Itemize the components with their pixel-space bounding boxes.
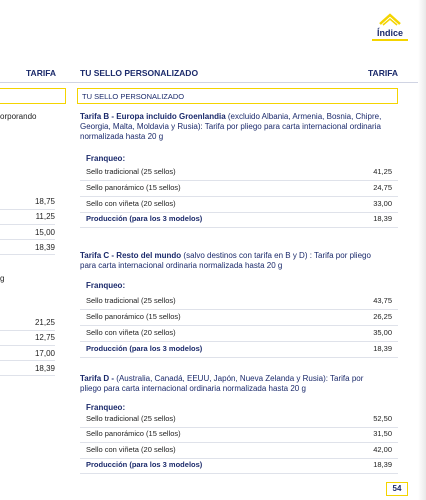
row-value: 18,39 (373, 344, 392, 353)
row-label: Producción (para los 3 modelos) (86, 460, 203, 469)
tariff-d-description (80, 374, 386, 394)
row-label: Sello tradicional (25 sellos) (86, 296, 176, 305)
tariff-c-text: (salvo destinos con tarifa en B y D) : Tarifa por pliego para carta internacional ordinaria normalizada hasta 20 g (80, 251, 371, 270)
row-label: Sello con viñeta (20 sellos) (86, 199, 176, 208)
section-header: TU SELLO PERSONALIZADO (80, 68, 199, 78)
left-value: 18,75 (34, 197, 55, 206)
page-edge-shadow (418, 0, 426, 500)
header-divider (0, 82, 418, 83)
table-row (80, 309, 398, 326)
table-row (80, 457, 398, 474)
left-value: 17,00 (34, 349, 55, 358)
page-number: 54 (386, 482, 408, 496)
left-tariff-header: TARIFA (26, 68, 57, 78)
row-label: Sello tradicional (25 sellos) (86, 167, 176, 176)
row-value: 18,39 (373, 460, 392, 469)
tariff-d-text: (Australia, Canadá, EEUU, Japón, Nueva Zelanda y Rusia): Tarifa por pliego para carta internacional ordinaria normalizada hasta 20 g (80, 374, 364, 393)
left-value: 18,39 (34, 364, 55, 373)
section-title-box: TU SELLO PERSONALIZADO (77, 88, 398, 104)
left-section-box (0, 88, 66, 104)
table-row (80, 325, 398, 342)
row-value: 42,00 (373, 445, 392, 454)
left-truncated-text: g (0, 274, 5, 283)
row-label: Sello panorámico (15 sellos) (86, 183, 181, 192)
tariff-d-franqueo: Franqueo: (86, 403, 126, 412)
left-truncated-text: orporando (0, 112, 37, 121)
row-label: Sello panorámico (15 sellos) (86, 429, 181, 438)
tariff-c-franqueo: Franqueo: (86, 281, 126, 290)
index-label: Índice (372, 28, 408, 41)
tariff-c-title: Tarifa C - Resto del mundo (80, 251, 182, 260)
left-value: 21,25 (34, 318, 55, 327)
right-tariff-header: TARIFA (368, 68, 399, 78)
row-value: 41,25 (373, 167, 392, 176)
table-row (80, 164, 398, 181)
left-value: 15,00 (34, 228, 55, 237)
tariff-b-title: Tarifa B - Europa incluido Groenlandia (80, 112, 226, 121)
table-row (80, 426, 398, 443)
tariff-b-text: (excluido Albania, Armenia, Bosnia, Chipre, Georgia, Malta, Moldavia y Rusia): Tarifa por pliego para carta internacional ordinaria normalizada hasta 20 g (80, 112, 382, 141)
row-value: 35,00 (373, 328, 392, 337)
table-row (80, 211, 398, 228)
tariff-b-description (80, 112, 386, 142)
row-label: Sello con viñeta (20 sellos) (86, 328, 176, 337)
row-value: 31,50 (373, 429, 392, 438)
row-value: 24,75 (373, 183, 392, 192)
left-value: 12,75 (34, 333, 55, 342)
left-value: 11,25 (35, 212, 55, 221)
row-value: 33,00 (373, 199, 392, 208)
tariff-d-title: Tarifa D - (80, 374, 115, 383)
row-value: 52,50 (373, 414, 392, 423)
tariff-b-franqueo: Franqueo: (86, 154, 126, 163)
chevron-up-icon (377, 12, 403, 26)
left-value: 18,39 (34, 243, 55, 252)
table-row (80, 180, 398, 197)
index-link[interactable] (372, 12, 408, 41)
tariff-c-description (80, 251, 386, 271)
row-label: Sello panorámico (15 sellos) (86, 312, 181, 321)
row-label: Producción (para los 3 modelos) (86, 344, 203, 353)
row-label: Sello con viñeta (20 sellos) (86, 445, 176, 454)
table-row (80, 293, 398, 310)
row-label: Producción (para los 3 modelos) (86, 214, 203, 223)
row-label: Sello tradicional (25 sellos) (86, 414, 176, 423)
table-row (80, 341, 398, 358)
row-value: 26,25 (373, 312, 392, 321)
row-value: 43,75 (373, 296, 392, 305)
row-value: 18,39 (373, 214, 392, 223)
